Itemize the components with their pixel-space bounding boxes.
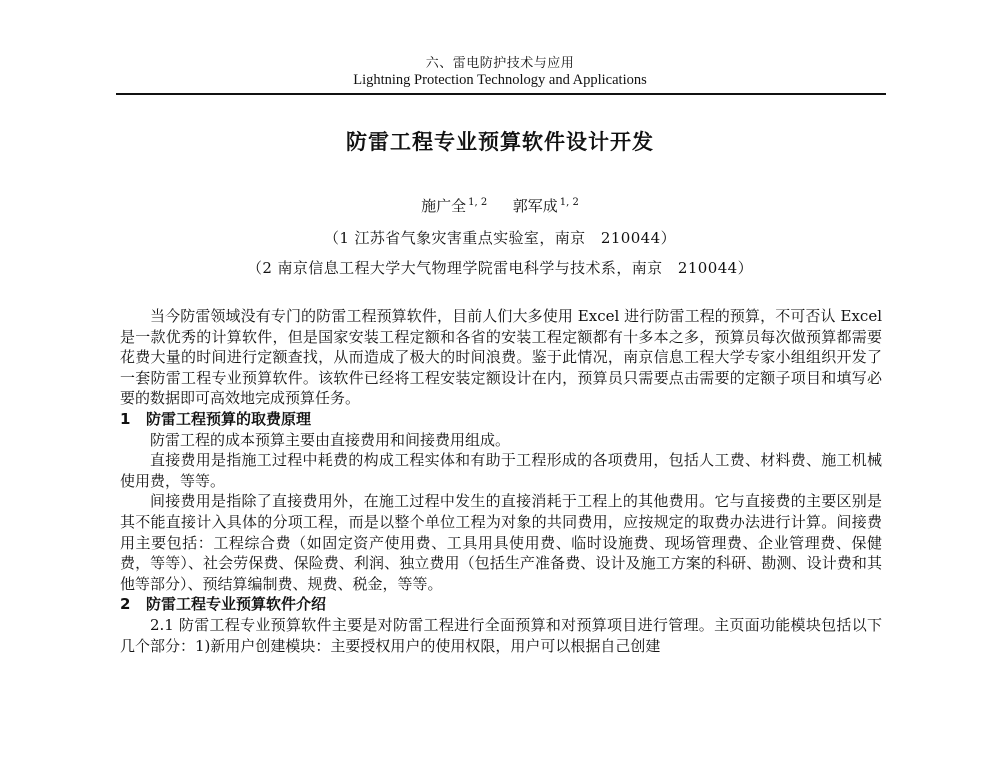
author-name: 郭军成 <box>512 197 558 215</box>
author-line <box>0 195 1000 216</box>
affiliation-2: （2 南京信息工程大学大气物理学院雷电科学与技术系，南京 210044） <box>247 259 753 277</box>
author-affiliation-mark: 1, 2 <box>468 197 488 208</box>
body-paragraph: 间接费用是指除了直接费用外，在施工过程中发生的直接消耗于工程上的其他费用。它与直接费的主要区别是其不能直接计入具体的分项工程，而是以整个单位工程为对象的共同费用，应按规定的取费办法进行计算。间接费用主要包括：工程综合费（如固定资产使用费、工具用具使用费、临时设施费、现场管理费、企业管理费、保健费，等等）、社会劳保费、保险费、利润、独立费用（包括生产准备费、设计及施工方案的科研、勘测、设计费和其他等部分）、预结算编制费、规费、税金，等等。 <box>120 492 882 593</box>
body-text <box>120 306 882 656</box>
body-paragraph: 2.1 防雷工程专业预算软件主要是对防雷工程进行全面预算和对预算项目进行管理。主页面功能模块包括以下几个部分：1)新用户创建模块：主要授权用户的使用权限，用户可以根据自己创建 <box>120 615 882 655</box>
running-header-en: Lightning Protection Technology and Applications <box>353 72 647 88</box>
section-heading-2 <box>120 594 882 615</box>
author-affiliation-mark: 1, 2 <box>559 197 579 208</box>
section-title: 防雷工程预算的取费原理 <box>146 409 312 428</box>
body-paragraph: 防雷工程的成本预算主要由直接费用和间接费用组成。 <box>150 430 511 449</box>
running-header-cn: 六、雷电防护技术与应用 <box>425 56 575 71</box>
section-number: 1 <box>120 409 131 428</box>
section-number: 2 <box>120 595 131 614</box>
body-paragraph: 直接费用是指施工过程中耗费的构成工程实体和有助于工程形成的各项费用，包括人工费、材料费、施工机械使用费，等等。 <box>120 451 882 490</box>
paper-title: 防雷工程专业预算软件设计开发 <box>346 130 654 154</box>
section-title: 防雷工程专业预算软件介绍 <box>146 595 327 614</box>
affiliation-1: （1 江苏省气象灾害重点实验室，南京 210044） <box>324 229 676 247</box>
author-name: 施广全 <box>421 197 467 215</box>
intro-paragraph: 当今防雷领域没有专门的防雷工程预算软件，目前人们大多使用 Excel 进行防雷工程的预算，不可否认 Excel 是一款优秀的计算软件，但是国家安装工程定额和各省的安装工程定额都有十多本之多，预算员每次做预算都需要花费大量的时间进行定额查找，从而造成了极大的时间浪费。鉴于此情况，南京信息工程大学专家小组组织开发了一套防雷工程专业预算软件。该软件已经将工程安装定额设计在内，预算员只需要点击需要的定额子项目和填写必要的数据即可高效地完成预算任务。 <box>120 307 882 408</box>
header-rule <box>116 93 886 95</box>
section-heading-1 <box>120 409 882 430</box>
